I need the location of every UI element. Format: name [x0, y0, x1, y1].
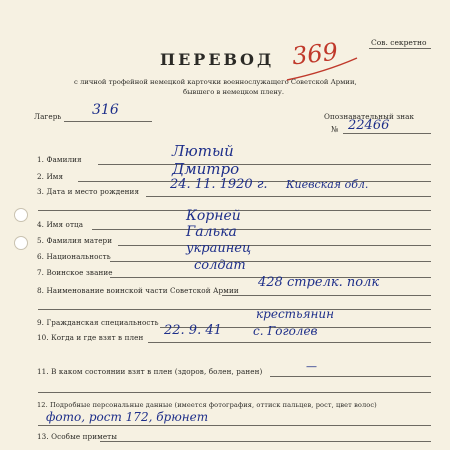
subtitle-line-1: с личной трофейной немецкой карточки военнослужащего Советской Армии,: [74, 78, 357, 86]
capture-line: [148, 342, 431, 343]
civil-specialty-value: крестьянин: [256, 307, 335, 321]
nationality-value: украинец: [186, 241, 252, 256]
given-name-label: 2. Имя: [37, 172, 64, 181]
classification-underline: [369, 48, 431, 49]
nationality-line: [110, 261, 431, 262]
surname-value: Лютый: [172, 142, 234, 160]
personal-data-label: 12. Подробные персональные данные (имеется фотография, оттиск пальцев, рост, цвет волос): [37, 401, 377, 409]
camp-value: 316: [92, 102, 119, 118]
military-unit-line: [222, 295, 431, 296]
father-name-line: [92, 229, 431, 230]
military-unit-value: 428 стрелк. полк: [258, 275, 380, 290]
military-rank-label: 7. Воинское звание: [37, 268, 113, 277]
given-name-value: Дмитро: [172, 160, 240, 178]
id-tag-label: Опознавательный знак: [324, 112, 415, 121]
special-marks-line: [100, 441, 431, 442]
surname-line: [98, 164, 431, 165]
capture-condition-value: —: [306, 360, 317, 373]
birth-date-value: 24. 11. 1920 г.: [170, 177, 268, 192]
birth-date-place-line: [146, 196, 431, 197]
mother-surname-line: [118, 245, 431, 246]
capture-label: 10. Когда и где взят в плен: [37, 333, 144, 342]
birth-place-value: Киевская обл.: [286, 178, 369, 191]
military-unit-extra-line: [38, 309, 431, 310]
military-unit-label: 8. Наименование воинской части Советской Армии: [37, 286, 239, 295]
id-tag-line: [343, 133, 431, 134]
capture-condition-extra-line: [38, 392, 431, 393]
id-tag-value: 22466: [348, 118, 390, 133]
camp-label: Лагерь: [34, 112, 62, 121]
father-name-label: 4. Имя отца: [37, 220, 84, 229]
punch-hole-bottom: [14, 236, 28, 250]
capture-condition-line: [270, 376, 431, 377]
punch-hole-top: [14, 208, 28, 222]
military-rank-value: солдат: [194, 258, 246, 273]
classification-label: Сов. секретно: [371, 38, 427, 47]
capture-place-value: с. Гоголев: [253, 324, 318, 338]
special-marks-label: 13. Особые приметы: [37, 432, 118, 441]
camp-line: [64, 121, 152, 122]
personal-data-line: [38, 425, 431, 426]
mother-surname-value: Галька: [186, 224, 237, 240]
civil-specialty-label: 9. Гражданская специальность: [37, 318, 159, 327]
id-tag-no: №: [331, 125, 339, 134]
birth-date-place-label: 3. Дата и место рождения: [37, 187, 140, 196]
personal-data-value: фото, рост 172, брюнет: [46, 410, 209, 424]
document-number: 369: [290, 37, 340, 71]
subtitle-line-2: бывшего в немецком плену.: [183, 88, 285, 96]
capture-date-value: 22. 9. 41: [164, 323, 222, 338]
surname-label: 1. Фамилия: [37, 155, 82, 164]
document-title: ПЕРЕВОД: [160, 50, 275, 69]
father-name-value: Корней: [186, 208, 241, 224]
nationality-label: 6. Национальность: [37, 252, 111, 261]
mother-surname-label: 5. Фамилия матери: [37, 236, 113, 245]
capture-condition-label: 11. В каком состоянии взят в плен (здоров, болен, ранен): [37, 367, 263, 376]
